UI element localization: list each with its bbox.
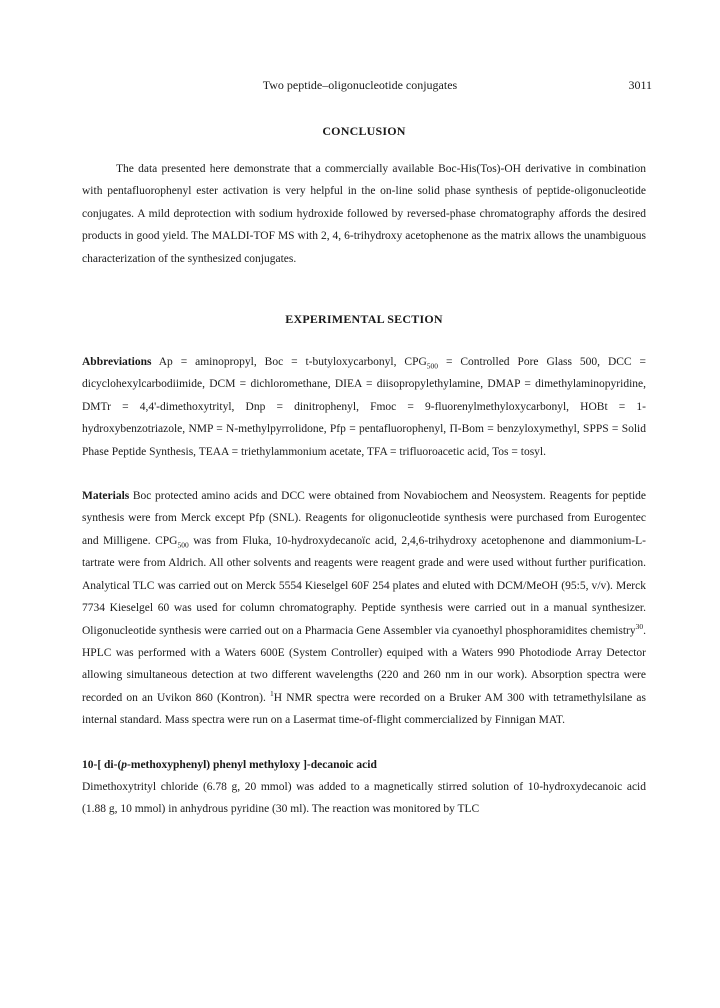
cpg-subscript: 500 — [426, 361, 439, 371]
compound-paragraph: Dimethoxytrityl chloride (6.78 g, 20 mmol) was added to a magnetically stirred solution of 10-hydroxydecanoic acid (1.88 g, 10 mmol) in anhydrous pyridine (30 ml). The reaction was monitored by TLC — [82, 780, 646, 815]
reference-superscript: 30 — [635, 621, 644, 631]
compound-heading-part-2: -methoxyphenyl) phenyl methyloxy ]-decanoic acid — [127, 758, 377, 771]
conclusion-heading: CONCLUSION — [322, 124, 406, 138]
compound-heading-part-1: 10-[ di-( — [82, 758, 122, 771]
abbreviations-text-2: = Controlled Pore Glass 500, DCC = dicyclohexylcarbodiimide, DCM = dichloromethane, DIEA = diisopropylethylamine, DMAP = dimethylaminopyridine, DMTr = 4,4'-dimethoxytrityl, Dnp = dinitrophenyl, Fmoc = 9-fluorenylmethyloxycarbonyl, HOBt = 1-hydroxybenzotriazole, NMP = N-methylpyrrolidone, Pfp = pentafluorophenyl, Π-Bom = benzyloxymethyl, SPPS = Solid Phase Peptide Synthesis, TEAA = triethylammonium acetate, TFA = trifluoroacetic acid, Tos = tosyl. — [82, 356, 646, 458]
compound-heading — [82, 754, 646, 776]
materials-paragraph — [82, 485, 646, 731]
conclusion-paragraph: The data presented here demonstrate that a commercially available Boc-His(Tos)-OH derivative in combination with pentafluorophenyl ester activation is very helpful in the on-line solid phase synthesis of peptide-oligonucleotide conjugates. A mild deprotection with sodium hydroxide followed by reversed-phase chromatography affords the desired products in good yield. The MALDI-TOF MS with 2, 4, 6-trihydroxy acetophenone as the matrix allows the unambiguous characterization of the synthesized conjugates. — [82, 163, 646, 265]
page-body — [82, 118, 646, 820]
materials-lead: Materials — [82, 490, 130, 503]
running-title: Two peptide–oligonucleotide conjugates — [262, 78, 458, 92]
cpg-subscript: 500 — [177, 540, 189, 550]
running-head — [0, 78, 720, 96]
materials-text-2: was from Fluka, 10-hydroxydecanoïc acid, 2,4,6-trihydroxy acetophenone and diammonium-L-tartrate were from Aldrich. All other solvents and reagents were reagent grade and were used without further purification. Analytical TLC was carried out on Merck 5554 Kieselgel 60F 254 plates and eluted with DCM/MeOH (95:5, v/v). Merck 7734 Kieselgel 60 was used for column chromatography. Peptide synthesis were carried out in a manual synthesizer. Oligonucleotide synthesis were carried out on a Pharmacia Gene Assembler via cyanoethyl phosphoramidites chemistry — [82, 534, 646, 637]
compound-heading-italic: p — [121, 758, 128, 771]
abbreviations-text-1: Ap = aminopropyl, Boc = t-butyloxycarbonyl, CPG — [151, 356, 427, 369]
page-number: 3011 — [628, 78, 652, 92]
materials-text-4: H NMR spectra were recorded on a Bruker AM 300 with tetramethylsilane as internal standard. Mass spectra were run on a Lasermat time-of-flight commercialized by Finnigan MAT. — [82, 691, 646, 727]
materials-text-1: Boc protected amino acids and DCC were obtained from Novabiochem and Neosystem. Reagents for peptide synthesis were from Merck except Pfp (SNL). Reagents for oligonucleotide synthesis were purchased from Eurogentec and Milligene. CPG — [82, 490, 646, 547]
abbreviations-lead: Abbreviations — [82, 356, 152, 369]
materials-text-3: . HPLC was performed with a Waters 600E (System Controller) equiped with a Waters 990 Photodiode Array Detector allowing simultaneous detection at two different wavelengths (220 and 260 nm in our work). Absorption spectra were recorded on an Uvikon 860 (Kontron). — [82, 624, 646, 704]
nmr-superscript: 1 — [270, 688, 274, 698]
abbreviations-paragraph — [82, 351, 646, 463]
experimental-heading: EXPERIMENTAL SECTION — [285, 312, 443, 327]
